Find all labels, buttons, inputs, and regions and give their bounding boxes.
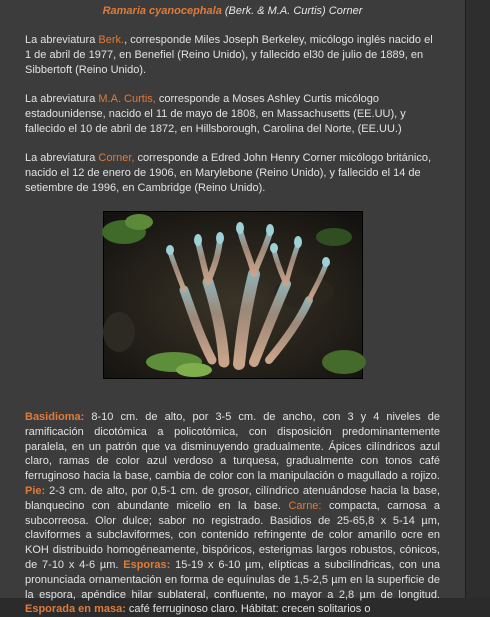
label-pie: Pie: — [25, 484, 46, 497]
bio-corner: La abreviatura Corner, corresponde a Edred John Henry Corner micólogo británico, nacido el 12 de enero de 1906, en Marylebone (Reino Unido), y fallecido el 14 de setiembre de 1996, en Cambridge (Reino Unido). — [25, 152, 432, 194]
right-rail — [465, 0, 490, 598]
abbr-berk: Berk. — [98, 34, 125, 46]
label-esporada: Esporada en masa: — [25, 603, 126, 616]
species-name: Ramaria cyanocephala — [102, 5, 222, 17]
mushroom-photo — [103, 211, 363, 379]
bio-curtis: La abreviatura M.A. Curtis, corresponde a Moses Ashley Curtis micólogo estadounidense, nacido el 11 de mayo de 1808, en Massachusetts (EE.UU), y fallecido el 10 de abril de 1872, en Hillsborough, Carolina del Norte, (EE.UU.) — [25, 93, 406, 135]
label-carne: Carne: — [288, 499, 322, 512]
ramaria-illustration — [104, 212, 362, 378]
species-authors: (Berk. & M.A. Curtis) Corner — [224, 5, 363, 17]
abbr-curtis: M.A. Curtis, — [98, 93, 156, 105]
label-esporas: Esporas: — [123, 558, 171, 571]
page-title — [0, 4, 465, 18]
species-description: Basidioma: 8-10 cm. de alto, por 3-5 cm. de ancho, con 3 y 4 niveles de ramificación dicotómica a policotómica, con disposición predominantemente paralela, en un patrón que va disminuyendo gradualmente. Ápices cilíndricos azul claro, ramas de color azul verdoso a turquesa, gradualmente con tonos café ferruginoso hacia la base, cambia de color con la manipulación o magullado a rojizo. Pie: 2-3 cm. de alto, por 0,5-1 cm. de grosor, cilíndrico atenuándose hacia la base, blanquecino con abundante micelio en la base. Carne: compacta, carnosa a subcorreosa. Olor dulce; sabor no registrado. Basidios de 25-65,8 x 5-14 µm, claviformes a subclaviformes, con contenido refringente de color amarillo ocre en KOH distribuido homogéneamente, bispóricos, esterigmas largos robustos, cónicos, de 7-10 x 4-6 µm. Esporas: 15-19 x 6-10 µm, elípticas a subcilíndricas, con una pronunciada ornamentación en forma de equínulas de 1,5-2,5 µm en la superficie de la espora, apéndice hilar sublateral, confluente, no mayor a 2,8 µm de longitud. Esporada en masa: café ferruginoso claro. Hábitat: crecen solitarios o — [25, 411, 440, 616]
bio-berkeley: La abreviatura Berk., corresponde Miles Joseph Berkeley, micólogo inglés nacido el 1 de abril de 1977, en Benefiel (Reino Unido), y fallecido el30 de julio de 1889, en Sibbertoft (Reino Unido). — [25, 34, 433, 76]
label-basidioma: Basidioma: — [25, 411, 85, 423]
abbr-corner: Corner, — [98, 152, 135, 164]
